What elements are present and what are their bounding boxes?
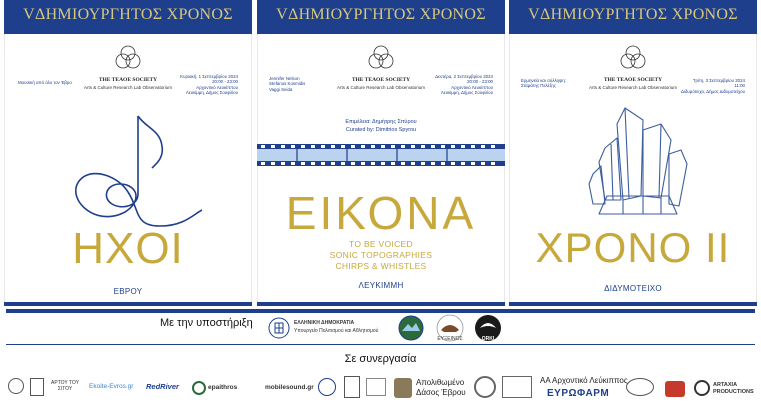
partner-artou: ΑΡΤΟΥ ΤΟΥ ΣΙΤΟΥ bbox=[51, 380, 79, 392]
poster-header bbox=[4, 0, 252, 34]
ministry-subtitle: Υπουργείο Πολιτισμού και Αθλητισμού bbox=[294, 328, 379, 334]
euxeinos-label: ΕΥΞΕΙΝΟΣ bbox=[437, 336, 463, 342]
partner-round-logo-icon bbox=[474, 376, 496, 398]
poster-big-word: ΕΙΚΟΝΑ bbox=[285, 187, 477, 239]
poster-left-text: Μουσική από όλο τον Έβρο bbox=[18, 80, 72, 85]
partner-petrified-forest: Απολιθωμένο Δάσος Έβρου bbox=[416, 378, 466, 397]
support-label: Με την υποστήριξη bbox=[160, 317, 253, 329]
partner-church-icon bbox=[344, 376, 360, 398]
poster-credits: Ερμηνεία και σύλληψη: Σταμάτης Πελέζης bbox=[521, 78, 566, 89]
partner-lefkippos: ΑΑ Αρχοντικό Λεύκιππος bbox=[540, 376, 628, 385]
film-strip-icon bbox=[257, 144, 505, 166]
poster-xrono bbox=[509, 0, 757, 306]
poster-title: VΔΗΜΙΟΥΡΓΗΤΟΣ ΧΡΟΝΟΣ bbox=[528, 6, 738, 23]
partner-red-pot-icon bbox=[665, 381, 685, 397]
poster-title: VΔΗΜΙΟΥΡΓΗΤΟΣ ΧΡΟΝΟΣ bbox=[23, 6, 233, 23]
partner-circle-icon bbox=[8, 378, 24, 394]
partner-artaxia: ARTAXIA PRODUCTIONS bbox=[713, 382, 754, 395]
divider bbox=[6, 344, 755, 345]
poster-details: Δευτέρα, 2 Σεπτεμβρίου 2024 20:00 - 23:00 Αρχοντικό Λευκίππου Λευκίμμη, Δήμος Σουφλίου bbox=[435, 74, 493, 96]
poster-place: ΛΕΥΚΙΜΜΗ bbox=[358, 281, 404, 290]
partner-oval-icon bbox=[626, 378, 654, 396]
partner-epaithros: epaithros bbox=[208, 384, 238, 391]
curated-by: Επιμέλεια: Δημήτρης Σπύρου Curated by: Dimitrios Spyrou bbox=[345, 119, 417, 133]
artaxia-icon bbox=[694, 380, 710, 396]
poster-title: VΔΗΜΙΟΥΡΓΗΤΟΣ ΧΡΟΝΟΣ bbox=[276, 6, 486, 23]
petrified-forest-icon bbox=[394, 378, 412, 398]
society-logo-icon bbox=[618, 44, 648, 72]
poster-eikona bbox=[257, 0, 505, 306]
poster-big-word: ΗΧΟΙ bbox=[72, 224, 184, 273]
poster-header bbox=[509, 0, 757, 34]
society-subtitle: Arts & Culture Research Lab Observatorium bbox=[83, 85, 173, 90]
poster-big-word: ΧΡΟΝΟ ΙΙ bbox=[535, 224, 731, 271]
partner-stamp-icon bbox=[502, 376, 532, 398]
poster-details: Κυριακή, 1 Σεπτεμβρίου 2024 20:00 - 23:00 Αρχοντικό Λευκίππου Λευκίμμη, Δήμος Σουφλίου bbox=[180, 74, 238, 96]
regional-seal-icon bbox=[398, 315, 424, 341]
society-logo-icon bbox=[113, 44, 143, 72]
poster-subtitles: TO BE VOICED SONIC TOPOGRAPHIES CHIRPS & WHISTLES bbox=[329, 239, 433, 271]
poster-details: Τρίτη, 3 Σεπτεμβρίου 2024 11:00 Διδυμότειχο, Δήμος Διδυμοτείχου bbox=[681, 78, 745, 94]
cooperation-label: Σε συνεργασία bbox=[344, 353, 417, 365]
society-name: THE TEAOE SOCIETY bbox=[351, 77, 411, 83]
partner-mobilesound: mobilesound.gr bbox=[265, 384, 314, 391]
partner-emblem-icon bbox=[30, 378, 44, 396]
partner-seal-icon bbox=[318, 378, 336, 396]
poster-ixoi bbox=[4, 0, 252, 306]
society-subtitle: Arts & Culture Research Lab Observatorium bbox=[588, 85, 678, 90]
poster-place: ΔΙΔΥΜΟΤΕΙΧΟ bbox=[604, 284, 662, 293]
crystal-icon bbox=[583, 104, 693, 216]
divider bbox=[6, 309, 755, 313]
poster-header bbox=[257, 0, 505, 34]
partner-eurofarm: ΕΥΡΩΦΑΡΜ bbox=[547, 388, 610, 399]
poster-artists: Jennifer Nelson Stefanos Kosmidis Vaggi Seida bbox=[269, 76, 306, 92]
poster-place: ΕΒΡΟΥ bbox=[113, 287, 143, 296]
society-subtitle: Arts & Culture Research Lab Observatorium bbox=[336, 85, 426, 90]
music-note-icon bbox=[64, 110, 204, 230]
orki-label: ORKI bbox=[481, 336, 495, 342]
epaithros-icon bbox=[192, 381, 206, 395]
ministry-name: ΕΛΛΗΝΙΚΗ ΔΗΜΟΚΡΑΤΙΑ bbox=[294, 320, 355, 326]
society-logo-icon bbox=[366, 44, 396, 72]
society-name: THE TEAOE SOCIETY bbox=[603, 77, 663, 83]
greek-emblem-icon bbox=[268, 316, 290, 340]
partner-ekoite: Ekoite-Evros.gr bbox=[89, 383, 134, 390]
society-name: THE TEAOE SOCIETY bbox=[98, 77, 158, 83]
partner-redriver: RedRiver bbox=[146, 382, 179, 391]
partner-book-icon bbox=[366, 378, 386, 396]
